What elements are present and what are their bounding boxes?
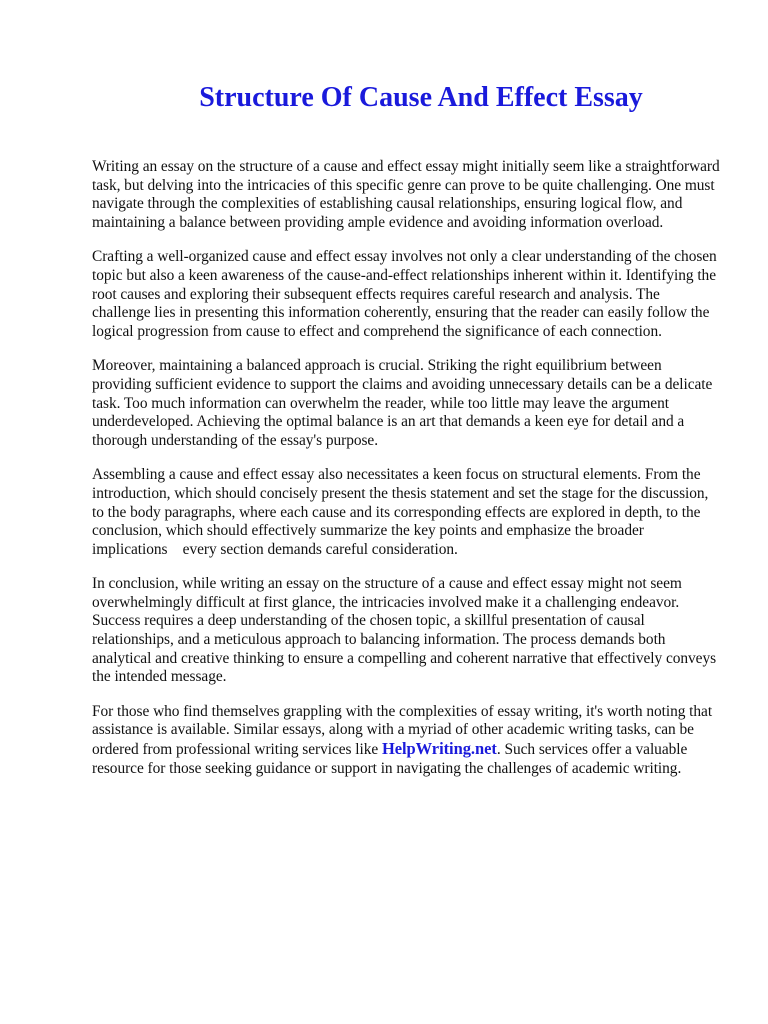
paragraph-organization: Crafting a well-organized cause and effect essay involves not only a clear understanding of the chosen topic but also a keen awareness of the cause-and-effect relationships inherent within it. Identifying the root causes and exploring their subsequent effects requires careful research and analysis. The challenge lies in presenting this information coherently, ensuring that the reader can easily follow the logical progression from cause to effect and comprehend the significance of each connection.: [92, 248, 717, 340]
assistance-text-before: For those who find themselves grappling with the complexities of essay writing, it's worth noting that assistance is available. Similar essays, along with a myriad of other academic writing tasks, can be ordered from professional writing services like: [92, 702, 713, 759]
assistance-text-after: . Such services offer a valuable resource for those seeking guidance or support in navigating the challenges of academic writing.: [92, 741, 688, 777]
paragraph-balance: Moreover, maintaining a balanced approach is crucial. Striking the right equilibrium between providing sufficient evidence to support the claims and avoiding unnecessary details can be a delicate task. Too much information can overwhelm the reader, while too little may leave the argument underdeveloped. Achieving the optimal balance is an art that demands a keen eye for detail and a thorough understanding of the essay's purpose.: [92, 357, 713, 449]
paragraph-intro: Writing an essay on the structure of a cause and effect essay might initially seem like a straightforward task, but delving into the intricacies of this specific genre can prove to be quite challenging. One must navigate through the complexities of establishing causal relationships, ensuring logical flow, and maintaining a balance between providing ample evidence and avoiding information overload.: [92, 158, 720, 231]
page-title: Structure Of Cause And Effect Essay: [199, 82, 643, 113]
paragraph-assistance: [92, 703, 722, 778]
paragraph-conclusion: In conclusion, while writing an essay on the structure of a cause and effect essay might not seem overwhelmingly difficult at first glance, the intricacies involved make it a challenging endeavor. Success requires a deep understanding of the chosen topic, a skillful presentation of causal relationships, and a meticulous approach to balancing information. The process demands both analytical and creative thinking to ensure a compelling and coherent narrative that effectively conveys the intended message.: [92, 575, 717, 686]
helpwriting-link[interactable]: HelpWriting.net: [381, 739, 497, 759]
paragraph-structure: Assembling a cause and effect essay also necessitates a keen focus on structural elements. From the introduction, which should concisely present the thesis statement and set the stage for the discussion, to the body paragraphs, where each cause and its corresponding effects are explored in depth, to the conclusion, which should effectively summarize the key points and emphasize the broader implications every section demands careful consideration.: [92, 466, 713, 558]
